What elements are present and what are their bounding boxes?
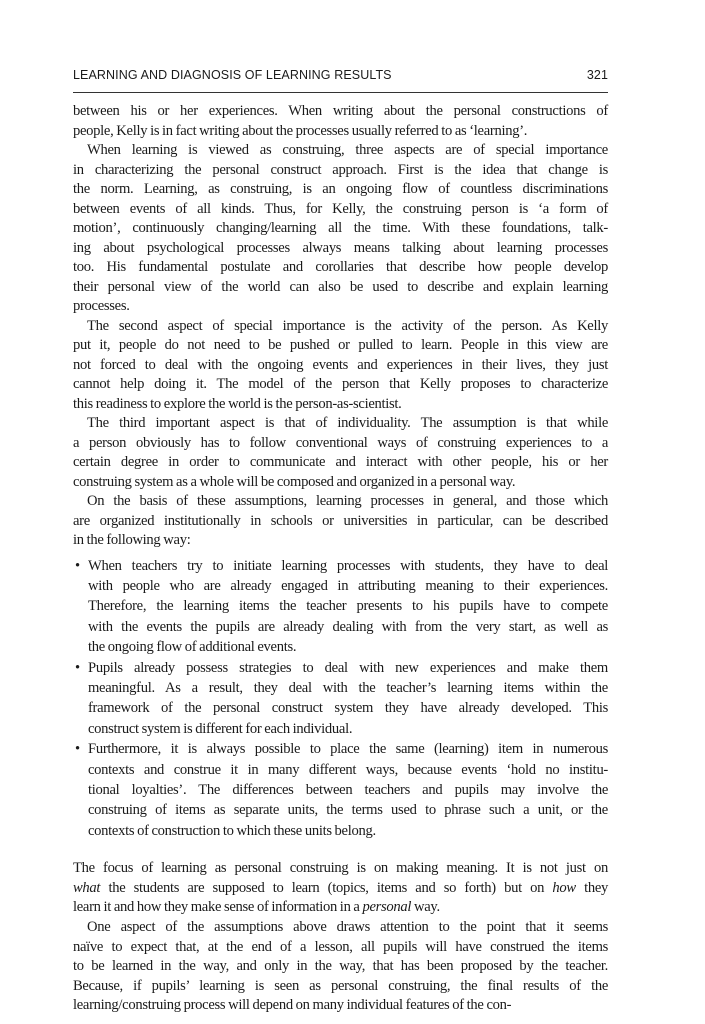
text-line: Because, if pupils’ learning is seen as personal construing, the final results of the xyxy=(73,977,608,994)
text-line: Furthermore, it is always possible to place the same (learning) item in numerous xyxy=(88,741,608,758)
running-header xyxy=(73,66,608,86)
bullet-list xyxy=(73,556,608,842)
text-line xyxy=(73,898,608,918)
text-line: cannot help doing it. The model of the person that Kelly proposes to characterize xyxy=(73,376,608,392)
bullet-text xyxy=(88,739,608,841)
bullet-text xyxy=(88,556,608,658)
text-line: construct system is different for each individual. xyxy=(88,720,353,737)
text-line: to be learned in the way, and only in the way, that has been proposed by the teacher. xyxy=(73,958,608,975)
text-line: construing system as a whole will be composed and organized in a personal way. xyxy=(73,473,516,490)
text-line: When teachers try to initiate learning processes with students, they have to deal xyxy=(88,557,608,574)
header-rule xyxy=(73,92,608,93)
text-segment: way. xyxy=(411,899,440,916)
paragraph xyxy=(73,414,608,492)
italic-text: how xyxy=(552,879,576,896)
text-line: construing of items as separate units, the terms used to phrase such a unit, or the xyxy=(88,802,608,819)
running-title: LEARNING AND DIAGNOSIS OF LEARNING RESULTS xyxy=(73,68,392,82)
text-line xyxy=(73,859,608,879)
paragraph xyxy=(73,918,608,1016)
text-line: naïve to expect that, at the end of a lesson, all pupils will have construed the items xyxy=(73,938,608,955)
body-text-bottom xyxy=(73,859,608,1016)
paragraph xyxy=(73,317,608,415)
italic-text: personal xyxy=(362,899,412,916)
text-segment: The focus of learning as personal construing is on making meaning. It is not just on xyxy=(73,860,608,877)
text-line: motion’, continuously changing/learning all the time. With these foundations, talk- xyxy=(73,220,608,236)
text-line: On the basis of these assumptions, learning processes in general, and those which xyxy=(87,493,608,509)
text-line: the norm. Learning, as construing, is an ongoing flow of countless discriminations xyxy=(73,181,608,197)
text-line: with the events the pupils are already dealing with from the very start, as well as xyxy=(88,618,608,635)
text-segment: learn it and how they make sense of information in a xyxy=(73,899,363,916)
text-line: their personal view of the world can also be used to describe and explain learning xyxy=(73,278,608,295)
italic-text: what xyxy=(73,879,101,896)
page-number: 321 xyxy=(586,68,608,82)
text-line: framework of the personal construct system they have already developed. This xyxy=(88,700,608,717)
paragraph xyxy=(73,141,608,317)
text-line: not forced to deal with the ongoing events and experiences in their lives, they just xyxy=(73,356,608,373)
bullet-item xyxy=(73,556,608,658)
text-line: contexts of construction to which these units belong. xyxy=(88,822,376,839)
text-line: this readiness to explore the world is the person-as-scientist. xyxy=(73,395,402,412)
text-line: certain degree in order to communicate and interact with other people, his or her xyxy=(73,454,608,470)
bullet-icon: • xyxy=(75,557,80,574)
text-line: in characterizing the personal construct approach. First is the idea that change is xyxy=(73,161,608,178)
text-line: between events of all kinds. Thus, for Kelly, the construing person is ‘a form of xyxy=(73,200,608,217)
bullet-item xyxy=(73,739,608,841)
body-text-top xyxy=(73,102,608,551)
text-line: between his or her experiences. When writing about the personal constructions of xyxy=(73,103,608,119)
text-line: meaningful. As a result, they deal with the teacher’s learning items within the xyxy=(88,679,608,696)
text-segment: they xyxy=(575,879,608,896)
text-line: One aspect of the assumptions above draws attention to the point that it seems xyxy=(87,918,608,935)
text-line: Therefore, the learning items the teacher presents to his pupils have to compete xyxy=(88,598,608,615)
text-line: a person obviously has to follow conventional ways of construing experiences to a xyxy=(73,434,608,451)
text-line: contexts and construe it in many different ways, because events ‘hold no institu- xyxy=(88,761,608,778)
text-line: The second aspect of special importance is the activity of the person. As Kelly xyxy=(87,317,608,334)
text-line: people, Kelly is in fact writing about the processes usually referred to as ‘learning’. xyxy=(73,122,528,139)
text-line: When learning is viewed as construing, three aspects are of special importance xyxy=(87,142,608,158)
text-line: the ongoing flow of additional events. xyxy=(88,639,297,656)
bullet-text xyxy=(88,658,608,740)
bullet-icon: • xyxy=(75,741,80,758)
text-line: in the following way: xyxy=(73,532,191,548)
text-line: learning/construing process will depend on many individual features of the con- xyxy=(73,997,512,1014)
text-line: processes. xyxy=(73,298,130,314)
paragraph xyxy=(73,492,608,551)
bullet-item xyxy=(73,658,608,740)
paragraph xyxy=(73,102,608,141)
text-line: Pupils already possess strategies to deal with new experiences and make them xyxy=(88,659,608,676)
text-line: The third important aspect is that of individuality. The assumption is that while xyxy=(87,415,608,431)
page-body xyxy=(73,102,608,1016)
paragraph xyxy=(73,859,608,918)
text-line: too. His fundamental postulate and corollaries that describe how people develop xyxy=(73,259,608,275)
text-line: tional loyalties’. The differences between teachers and pupils may involve the xyxy=(88,781,608,798)
text-line xyxy=(73,879,608,899)
text-segment: the students are supposed to learn (topics, items and so forth) but on xyxy=(100,879,553,896)
bullet-icon: • xyxy=(75,659,80,676)
text-line: put it, people do not need to be pushed or pulled to learn. People in this view are xyxy=(73,337,608,353)
text-line: with people who are already engaged in attributing meaning to their experiences. xyxy=(88,577,608,594)
text-line: are organized institutionally in schools or universities in particular, can be described xyxy=(73,512,608,529)
text-line: ing about psychological processes always means talking about learning processes xyxy=(73,239,608,256)
